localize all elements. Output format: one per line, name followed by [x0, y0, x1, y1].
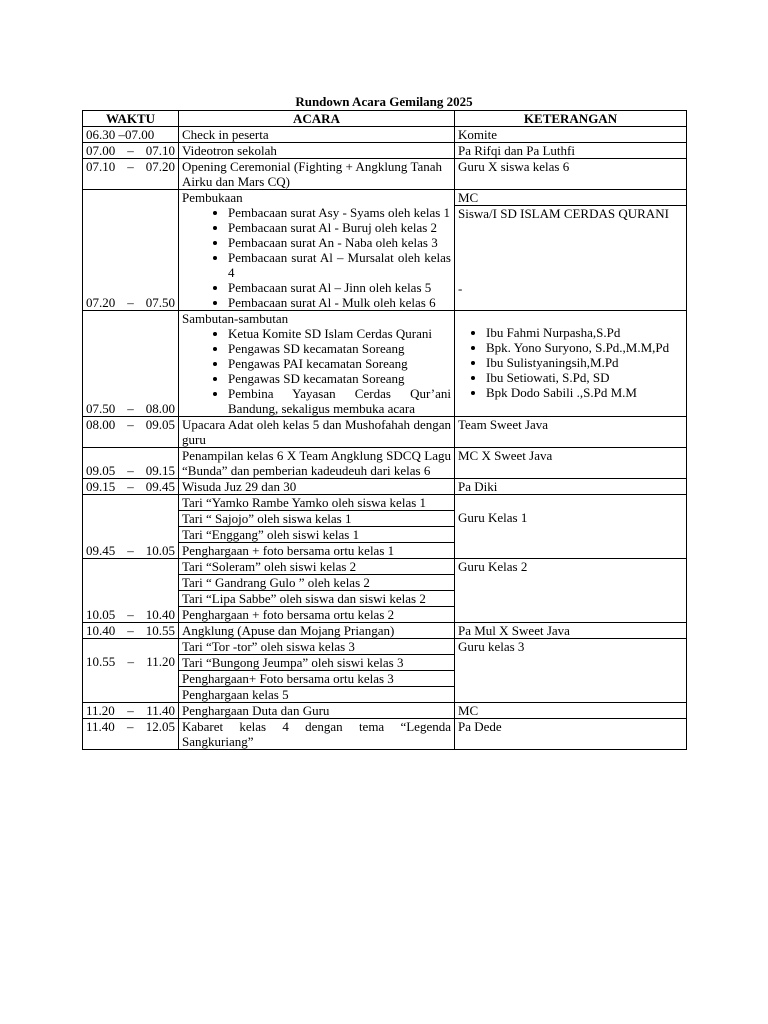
- time-cell: 08.00 – 09.05: [83, 417, 179, 448]
- time-cell: 09.45 – 10.05: [83, 495, 179, 559]
- event-bullet-list: [182, 326, 451, 416]
- time-cell: 07.20 – 07.50: [83, 190, 179, 311]
- time-cell: [83, 639, 179, 703]
- note-cell: [455, 495, 687, 559]
- list-item: • Pembacaan surat Al - Mulk oleh kelas 6: [228, 295, 451, 310]
- event-cell: Wisuda Juz 29 dan 30: [179, 479, 455, 495]
- event-cell: [179, 639, 455, 703]
- list-item: • Ibu Setiowati, S.Pd, SD: [486, 370, 683, 385]
- event-cell: [179, 495, 455, 559]
- table-row: [83, 311, 687, 417]
- header-acara: ACARA: [179, 111, 455, 127]
- list-item: • Pembacaan surat Asy - Syams oleh kelas 1: [228, 205, 451, 220]
- event-cell: [179, 311, 455, 417]
- event-heading: Sambutan-sambutan: [182, 311, 289, 326]
- list-item: • Bpk. Yono Suryono, S.Pd.,M.M,Pd: [486, 340, 683, 355]
- list-item: • Pembacaan surat Al – Mursalat oleh kelas 4: [228, 250, 451, 280]
- note-text: Siswa/I SD ISLAM CERDAS QURANI: [458, 206, 669, 221]
- event-subitem: Tari “ Gandrang Gulo ” oleh kelas 2: [179, 575, 454, 591]
- note-cell: Guru kelas 3: [455, 639, 687, 703]
- time-cell: 09.15 – 09.45: [83, 479, 179, 495]
- event-heading: Pembukaan: [182, 190, 243, 205]
- note-cell: Pa Mul X Sweet Java: [455, 623, 687, 639]
- event-cell: [179, 559, 455, 623]
- event-cell: Videotron sekolah: [179, 143, 455, 159]
- table-row: [83, 448, 687, 479]
- time-cell: 11.40 – 12.05: [83, 719, 179, 750]
- time-text: 10.55 – 11.20: [86, 654, 175, 669]
- table-row: [83, 143, 687, 159]
- table-row: [83, 159, 687, 190]
- time-cell: 11.20 – 11.40: [83, 703, 179, 719]
- list-item: • Pembacaan surat Al - Buruj oleh kelas 2: [228, 220, 451, 235]
- event-subitem: Tari “Lipa Sabbe” oleh siswa dan siswi kelas 2: [179, 591, 454, 607]
- table-row: [83, 417, 687, 448]
- table-row: [83, 719, 687, 750]
- note-dash: -: [458, 281, 463, 296]
- note-cell: Team Sweet Java: [455, 417, 687, 448]
- note-cell: Pa Diki: [455, 479, 687, 495]
- note-cell: Pa Dede: [455, 719, 687, 750]
- table-header-row: [83, 111, 687, 127]
- event-subitem: Penghargaan kelas 5: [182, 687, 289, 702]
- event-cell: Check in peserta: [179, 127, 455, 143]
- note-bullet-list: [458, 325, 683, 400]
- list-item: • Pembacaan surat Al – Jinn oleh kelas 5: [228, 280, 451, 295]
- time-cell: 07.00 – 07.10: [83, 143, 179, 159]
- event-cell: Upacara Adat oleh kelas 5 dan Mushofahah dengan guru: [179, 417, 455, 448]
- time-cell: 10.05 – 10.40: [83, 559, 179, 623]
- event-cell: Penghargaan Duta dan Guru: [179, 703, 455, 719]
- event-cell: Kabaret kelas 4 dengan tema “Legenda Sangkuriang”: [179, 719, 455, 750]
- list-item: • Ibu Fahmi Nurpasha,S.Pd: [486, 325, 683, 340]
- event-subitem: Tari “Tor -tor” oleh siswa kelas 3: [179, 639, 454, 655]
- note-cell: Pa Rifqi dan Pa Luthfi: [455, 143, 687, 159]
- time-cell: 10.40 – 10.55: [83, 623, 179, 639]
- table-row: [83, 495, 687, 559]
- event-subitem: Tari “Enggang” oleh siswi kelas 1: [179, 527, 454, 543]
- list-item: • Ibu Sulistyaningsih,M.Pd: [486, 355, 683, 370]
- table-row: [83, 559, 687, 623]
- page-title: Rundown Acara Gemilang 2025: [295, 94, 473, 109]
- event-subitem: Tari “Yamko Rambe Yamko oleh siswa kelas 1: [179, 495, 454, 511]
- note-heading: MC: [455, 190, 686, 206]
- note-cell: MC: [455, 703, 687, 719]
- event-subitem: Penghargaan + foto bersama ortu kelas 2: [182, 607, 395, 622]
- time-cell: 07.10 – 07.20: [83, 159, 179, 190]
- time-cell: 07.50 – 08.00: [83, 311, 179, 417]
- note-cell: [455, 190, 687, 311]
- event-subitem: Tari “ Sajojo” oleh siswa kelas 1: [179, 511, 454, 527]
- rundown-table: [82, 110, 687, 750]
- table-row: [83, 190, 687, 311]
- note-cell: MC X Sweet Java: [455, 448, 687, 479]
- event-subitem: Tari “Soleram” oleh siswi kelas 2: [179, 559, 454, 575]
- event-subitem: Tari “Bungong Jeumpa” oleh siswi kelas 3: [179, 655, 454, 671]
- table-row: [83, 479, 687, 495]
- header-waktu: WAKTU: [83, 111, 179, 127]
- list-item: • Pengawas SD kecamatan Soreang: [228, 371, 451, 386]
- table-row: [83, 703, 687, 719]
- note-cell: Guru X siswa kelas 6: [455, 159, 687, 190]
- table-row: [83, 623, 687, 639]
- time-cell: 09.05 – 09.15: [83, 448, 179, 479]
- event-cell: Opening Ceremonial (Fighting + Angklung Tanah Airku dan Mars CQ): [179, 159, 455, 190]
- list-item: • Pembacaan surat An - Naba oleh kelas 3: [228, 235, 451, 250]
- note-cell: [455, 311, 687, 417]
- list-item: • Pembina Yayasan Cerdas Qur’ani Bandung, sekaligus membuka acara: [228, 386, 451, 416]
- event-cell: Angklung (Apuse dan Mojang Priangan): [179, 623, 455, 639]
- table-row: [83, 639, 687, 703]
- event-bullet-list: [182, 205, 451, 310]
- event-subitem: Penghargaan+ Foto bersama ortu kelas 3: [179, 671, 454, 687]
- list-item: • Pengawas PAI kecamatan Soreang: [228, 356, 451, 371]
- event-cell: Penampilan kelas 6 X Team Angklung SDCQ Lagu “Bunda” dan pemberian kadeudeuh dari kelas 6: [179, 448, 455, 479]
- table-row: [83, 127, 687, 143]
- time-cell: 06.30 –07.00: [83, 127, 179, 143]
- list-item: • Bpk Dodo Sabili .,S.Pd M.M: [486, 385, 683, 400]
- note-cell: Guru Kelas 2: [455, 559, 687, 623]
- list-item: • Ketua Komite SD Islam Cerdas Qurani: [228, 326, 451, 341]
- event-subitem: Penghargaan + foto bersama ortu kelas 1: [182, 543, 395, 558]
- header-keterangan: KETERANGAN: [455, 111, 687, 127]
- event-cell: [179, 190, 455, 311]
- note-text: Guru Kelas 1: [458, 510, 528, 525]
- note-cell: Komite: [455, 127, 687, 143]
- list-item: • Pengawas SD kecamatan Soreang: [228, 341, 451, 356]
